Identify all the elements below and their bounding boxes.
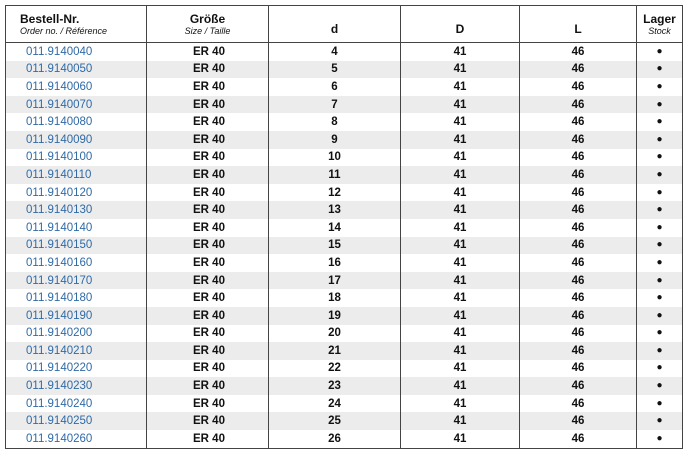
D-cell: 41 [401, 395, 520, 413]
D-header [401, 6, 520, 43]
L-cell: 46 [520, 342, 637, 360]
d-cell: 16 [269, 254, 401, 272]
D-cell: 41 [401, 113, 520, 131]
D-cell: 41 [401, 149, 520, 167]
order-number-link[interactable]: 011.9140100 [6, 149, 147, 167]
D-cell: 41 [401, 43, 520, 61]
table-row [6, 289, 683, 307]
d-cell: 26 [269, 430, 401, 448]
stock-indicator: ● [637, 149, 683, 167]
d-cell: 8 [269, 113, 401, 131]
L-cell: 46 [520, 78, 637, 96]
stock-indicator: ● [637, 360, 683, 378]
table-row [6, 43, 683, 61]
stock-indicator: ● [637, 412, 683, 430]
table-row [6, 237, 683, 255]
order-number-link[interactable]: 011.9140260 [6, 430, 147, 448]
order-number-link[interactable]: 011.9140190 [6, 307, 147, 325]
stock-indicator: ● [637, 254, 683, 272]
D-cell: 41 [401, 430, 520, 448]
D-cell: 41 [401, 78, 520, 96]
d-cell: 4 [269, 43, 401, 61]
table-row [6, 412, 683, 430]
D-cell: 41 [401, 237, 520, 255]
stock-indicator: ● [637, 395, 683, 413]
size-cell: ER 40 [147, 61, 269, 79]
stock-indicator: ● [637, 272, 683, 290]
stock-indicator: ● [637, 131, 683, 149]
table-row [6, 395, 683, 413]
size-cell: ER 40 [147, 412, 269, 430]
size-cell: ER 40 [147, 78, 269, 96]
size-cell: ER 40 [147, 395, 269, 413]
table-row [6, 113, 683, 131]
size-header [147, 6, 269, 43]
d-header [269, 6, 401, 43]
L-cell: 46 [520, 272, 637, 290]
D-cell: 41 [401, 360, 520, 378]
D-cell: 41 [401, 412, 520, 430]
D-header-label: D [455, 22, 465, 36]
order-number-link[interactable]: 011.9140250 [6, 412, 147, 430]
order-number-link[interactable]: 011.9140060 [6, 78, 147, 96]
D-cell: 41 [401, 201, 520, 219]
order-number-link[interactable]: 011.9140180 [6, 289, 147, 307]
order-number-link[interactable]: 011.9140210 [6, 342, 147, 360]
order-number-link[interactable]: 011.9140110 [6, 166, 147, 184]
size-cell: ER 40 [147, 289, 269, 307]
table-row [6, 149, 683, 167]
order-number-link[interactable]: 011.9140050 [6, 61, 147, 79]
table-row [6, 201, 683, 219]
d-cell: 5 [269, 61, 401, 79]
table-row [6, 430, 683, 448]
stock-indicator: ● [637, 307, 683, 325]
d-cell: 21 [269, 342, 401, 360]
stock-header [637, 6, 683, 43]
table-row [6, 377, 683, 395]
L-cell: 46 [520, 307, 637, 325]
order-number-link[interactable]: 011.9140040 [6, 43, 147, 61]
size-cell: ER 40 [147, 166, 269, 184]
order-number-link[interactable]: 011.9140130 [6, 201, 147, 219]
d-cell: 17 [269, 272, 401, 290]
d-cell: 11 [269, 166, 401, 184]
L-cell: 46 [520, 201, 637, 219]
d-cell: 19 [269, 307, 401, 325]
L-cell: 46 [520, 43, 637, 61]
L-cell: 46 [520, 113, 637, 131]
table-row [6, 325, 683, 343]
table-row [6, 342, 683, 360]
d-header-label: d [330, 22, 339, 36]
size-cell: ER 40 [147, 325, 269, 343]
d-cell: 25 [269, 412, 401, 430]
d-cell: 18 [269, 289, 401, 307]
order-number-link[interactable]: 011.9140070 [6, 96, 147, 114]
D-cell: 41 [401, 289, 520, 307]
stock-indicator: ● [637, 237, 683, 255]
d-cell: 24 [269, 395, 401, 413]
d-cell: 15 [269, 237, 401, 255]
order-number-link[interactable]: 011.9140200 [6, 325, 147, 343]
d-cell: 20 [269, 325, 401, 343]
order-number-link[interactable]: 011.9140230 [6, 377, 147, 395]
order-number-header-label: Bestell-Nr. [20, 11, 80, 26]
D-cell: 41 [401, 342, 520, 360]
stock-indicator: ● [637, 166, 683, 184]
table-row [6, 131, 683, 149]
D-cell: 41 [401, 61, 520, 79]
L-cell: 46 [520, 219, 637, 237]
D-cell: 41 [401, 377, 520, 395]
d-cell: 9 [269, 131, 401, 149]
size-cell: ER 40 [147, 377, 269, 395]
size-cell: ER 40 [147, 254, 269, 272]
order-number-link[interactable]: 011.9140140 [6, 219, 147, 237]
L-header [520, 6, 637, 43]
size-cell: ER 40 [147, 201, 269, 219]
stock-indicator: ● [637, 61, 683, 79]
stock-indicator: ● [637, 184, 683, 202]
D-cell: 41 [401, 325, 520, 343]
L-cell: 46 [520, 377, 637, 395]
stock-indicator: ● [637, 201, 683, 219]
d-cell: 23 [269, 377, 401, 395]
size-cell: ER 40 [147, 219, 269, 237]
L-cell: 46 [520, 237, 637, 255]
table-row [6, 219, 683, 237]
stock-indicator: ● [637, 289, 683, 307]
D-cell: 41 [401, 219, 520, 237]
size-cell: ER 40 [147, 113, 269, 131]
stock-indicator: ● [637, 43, 683, 61]
table-row [6, 96, 683, 114]
order-number-header [6, 6, 147, 43]
D-cell: 41 [401, 307, 520, 325]
size-cell: ER 40 [147, 43, 269, 61]
table-row [6, 61, 683, 79]
size-cell: ER 40 [147, 96, 269, 114]
order-number-header-sublabel: Order no. / Référence [20, 25, 108, 36]
size-header-label: Größe [189, 11, 226, 26]
L-cell: 46 [520, 96, 637, 114]
table-header-row [6, 6, 683, 43]
d-cell: 13 [269, 201, 401, 219]
L-cell: 46 [520, 254, 637, 272]
D-cell: 41 [401, 166, 520, 184]
stock-indicator: ● [637, 96, 683, 114]
size-cell: ER 40 [147, 184, 269, 202]
D-cell: 41 [401, 131, 520, 149]
order-number-link[interactable]: 011.9140160 [6, 254, 147, 272]
order-number-link[interactable]: 011.9140240 [6, 395, 147, 413]
d-cell: 12 [269, 184, 401, 202]
d-cell: 22 [269, 360, 401, 378]
order-number-link[interactable]: 011.9140090 [6, 131, 147, 149]
table-row [6, 360, 683, 378]
L-cell: 46 [520, 184, 637, 202]
table-row [6, 166, 683, 184]
size-header-sublabel: Size / Taille [184, 25, 231, 36]
product-table [5, 5, 683, 449]
stock-header-sublabel: Stock [648, 25, 671, 36]
L-cell: 46 [520, 395, 637, 413]
size-cell: ER 40 [147, 149, 269, 167]
order-number-link[interactable]: 011.9140220 [6, 360, 147, 378]
stock-indicator: ● [637, 113, 683, 131]
size-cell: ER 40 [147, 272, 269, 290]
stock-indicator: ● [637, 377, 683, 395]
table-row [6, 307, 683, 325]
stock-header-label: Lager [643, 11, 676, 26]
size-cell: ER 40 [147, 342, 269, 360]
table-row [6, 78, 683, 96]
size-cell: ER 40 [147, 131, 269, 149]
table-row [6, 184, 683, 202]
D-cell: 41 [401, 254, 520, 272]
d-cell: 7 [269, 96, 401, 114]
D-cell: 41 [401, 272, 520, 290]
L-cell: 46 [520, 325, 637, 343]
L-cell: 46 [520, 360, 637, 378]
product-table-container [5, 5, 682, 449]
d-cell: 14 [269, 219, 401, 237]
size-cell: ER 40 [147, 307, 269, 325]
L-header-label: L [574, 22, 582, 36]
L-cell: 46 [520, 61, 637, 79]
table-row [6, 272, 683, 290]
L-cell: 46 [520, 430, 637, 448]
L-cell: 46 [520, 166, 637, 184]
D-cell: 41 [401, 96, 520, 114]
d-cell: 6 [269, 78, 401, 96]
order-number-link[interactable]: 011.9140150 [6, 237, 147, 255]
L-cell: 46 [520, 131, 637, 149]
order-number-link[interactable]: 011.9140080 [6, 113, 147, 131]
size-cell: ER 40 [147, 237, 269, 255]
L-cell: 46 [520, 289, 637, 307]
order-number-link[interactable]: 011.9140120 [6, 184, 147, 202]
L-cell: 46 [520, 412, 637, 430]
size-cell: ER 40 [147, 360, 269, 378]
stock-indicator: ● [637, 430, 683, 448]
order-number-link[interactable]: 011.9140170 [6, 272, 147, 290]
L-cell: 46 [520, 149, 637, 167]
stock-indicator: ● [637, 325, 683, 343]
stock-indicator: ● [637, 342, 683, 360]
D-cell: 41 [401, 184, 520, 202]
size-cell: ER 40 [147, 430, 269, 448]
stock-indicator: ● [637, 219, 683, 237]
stock-indicator: ● [637, 78, 683, 96]
table-row [6, 254, 683, 272]
d-cell: 10 [269, 149, 401, 167]
